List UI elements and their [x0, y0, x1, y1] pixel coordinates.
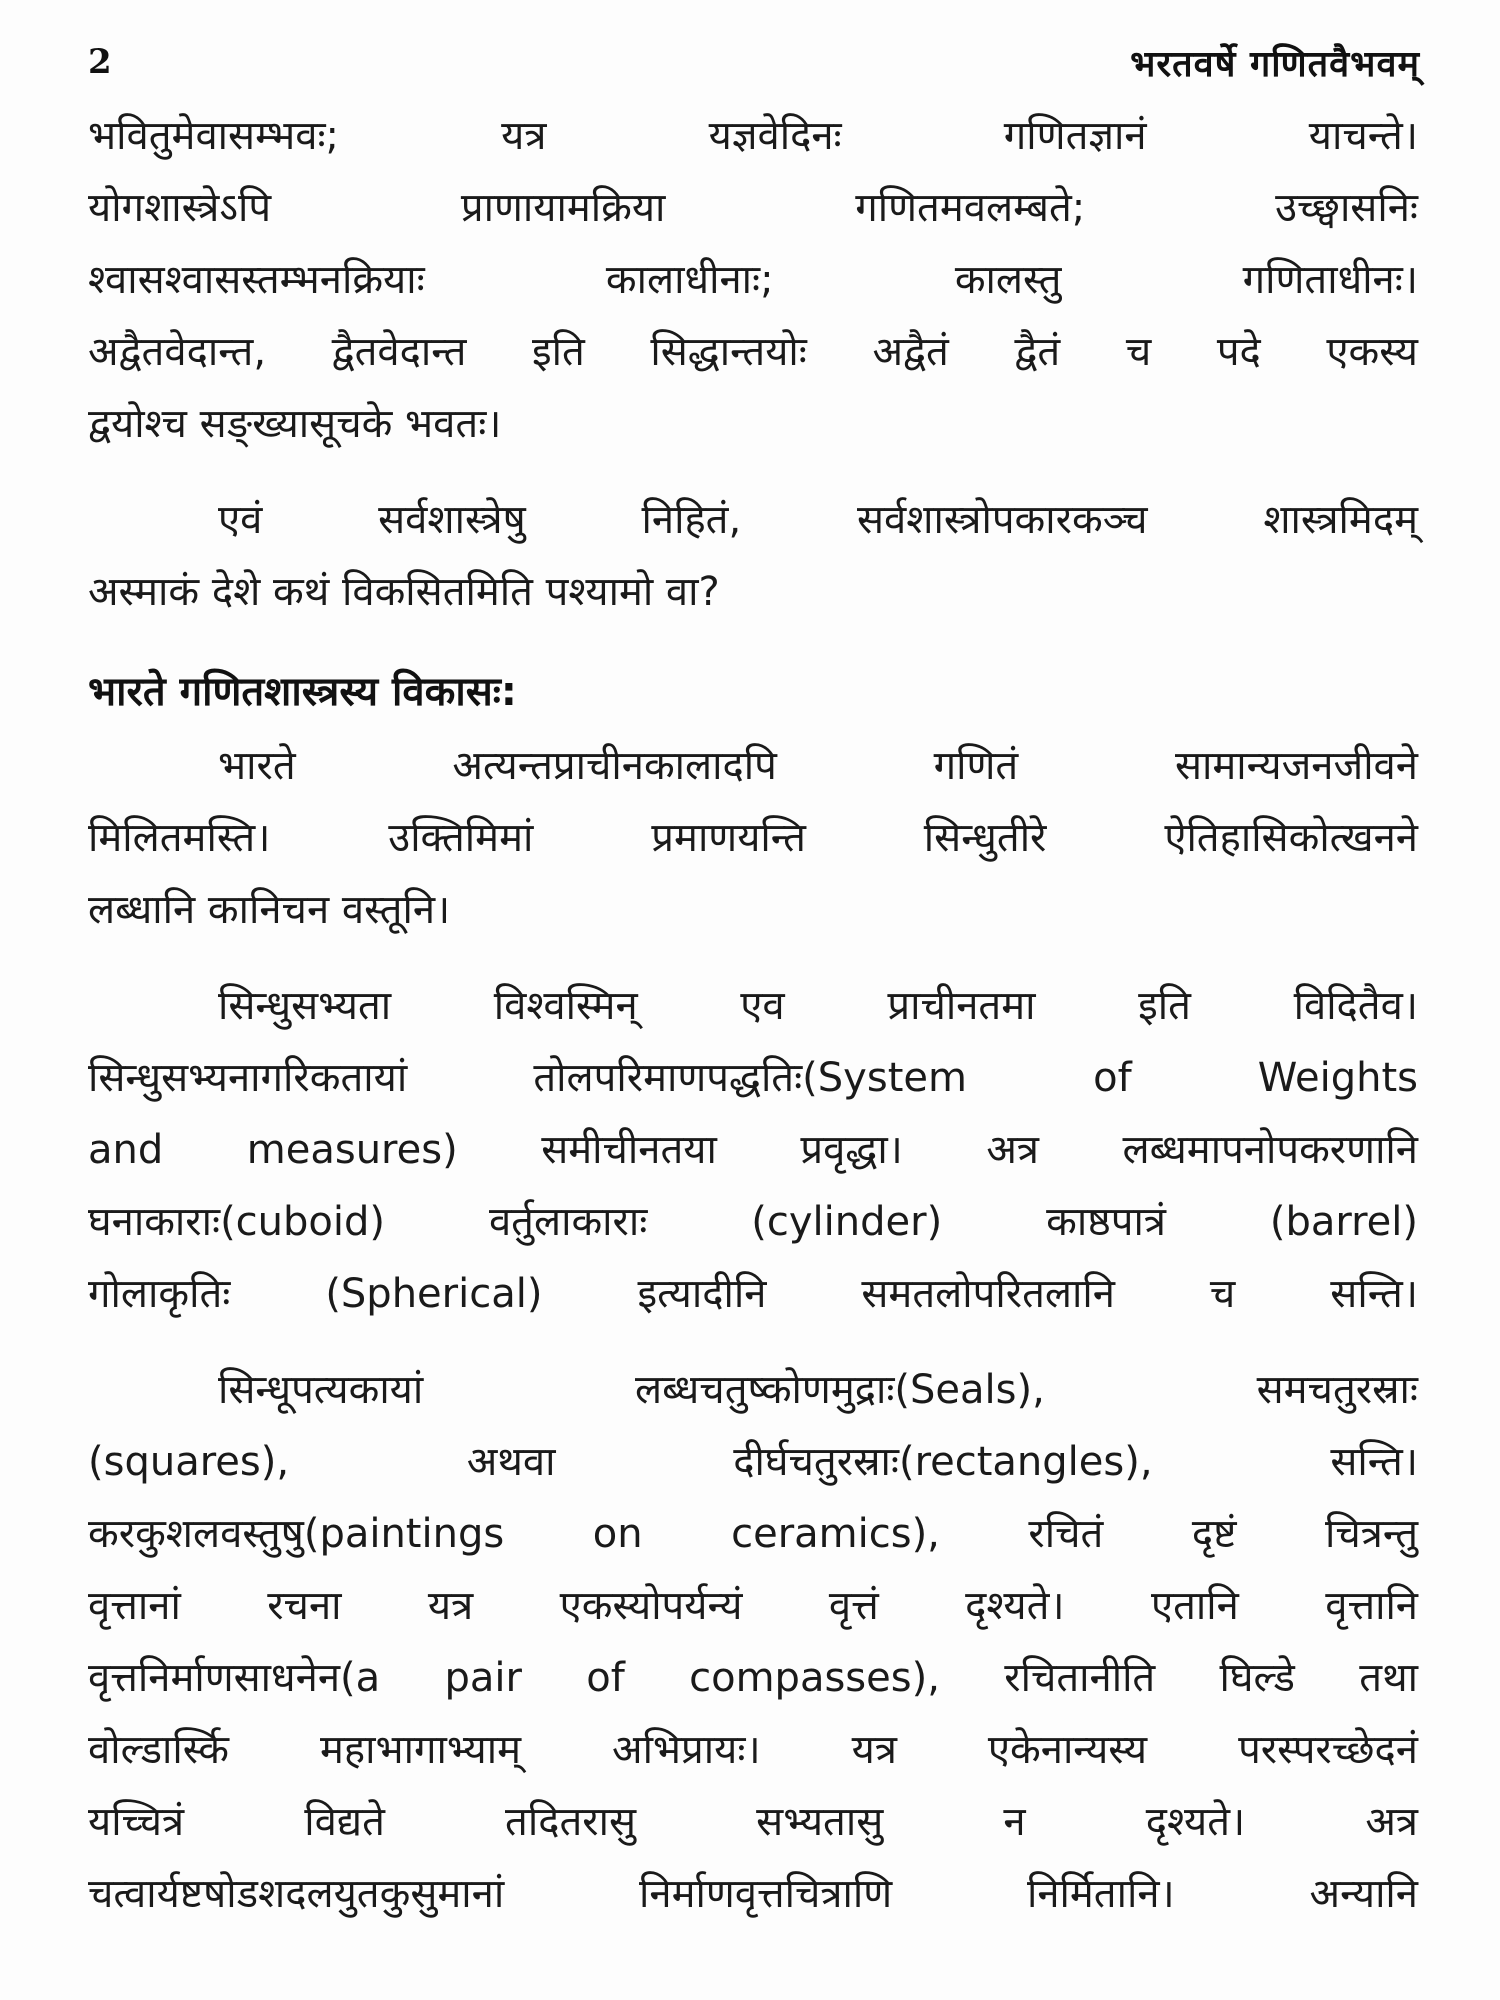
text-line: यच्चित्रं विद्यते तदितरासु सभ्यतासु न दृश्यते। अत्र: [88, 1799, 1418, 1845]
paragraph-5: [88, 1354, 1418, 1930]
text-line: मिलितमस्ति। उक्तिमिमां प्रमाणयन्ति सिन्धुतीरे ऐतिहासिकोत्खनने: [88, 815, 1418, 861]
text-line: द्वयोश्च सङ्ख्यासूचके भवतः।: [88, 401, 502, 447]
text-line: अस्माकं देशे कथं विकसितमिति पश्यामो वा?: [88, 569, 720, 615]
text-line: एवं सर्वशास्त्रेषु निहितं, सर्वशास्त्रोपकारकञ्च शास्त्रमिदम्: [218, 497, 1418, 543]
text-line: अद्वैतवेदान्त, द्वैतवेदान्त इति सिद्धान्तयोः अद्वैतं द्वैतं च पदे एकस्य: [88, 329, 1418, 375]
text-line: वोल्डार्स्कि महाभागाभ्याम् अभिप्रायः। यत्र एकेनान्यस्य परस्परच्छेदनं: [88, 1727, 1418, 1773]
page-body: [88, 100, 1418, 1930]
text-line: करकुशलवस्तुषु(paintings on ceramics), रचितं दृष्टं चित्रन्तु: [88, 1511, 1418, 1557]
running-title: भरतवर्षे गणितवैभवम्: [1130, 44, 1420, 85]
text-line: योगशास्त्रेऽपि प्राणायामक्रिया गणितमवलम्बते; उच्छ्वासनिः: [88, 185, 1418, 231]
paragraph-3: [88, 730, 1418, 946]
text-line: वृत्तनिर्माणसाधनेन(a pair of compasses), रचितानीति घिल्डे तथा: [88, 1655, 1418, 1701]
paragraph-2: [88, 484, 1418, 628]
page-header: [88, 38, 1420, 98]
text-line: सिन्धुसभ्यता विश्वस्मिन् एव प्राचीनतमा इति विदितैव।: [218, 983, 1418, 1029]
text-line: and measures) समीचीनतया प्रवृद्धा। अत्र लब्धमापनोपकरणानि: [88, 1127, 1418, 1173]
text-line: श्वासश्वासस्तम्भनक्रियाः कालाधीनाः; कालस्तु गणिताधीनः।: [88, 257, 1418, 303]
page-number: 2: [88, 42, 112, 82]
section-heading: भारते गणितशास्त्रस्य विकासः:: [88, 669, 517, 715]
text-line: चत्वार्यष्टषोडशदलयुतकुसुमानां निर्माणवृत्तचित्राणि निर्मितानि। अन्यानि: [88, 1871, 1418, 1917]
text-line: (squares), अथवा दीर्घचतुरस्राः(rectangles), सन्ति।: [88, 1439, 1418, 1485]
paragraph-1: [88, 100, 1418, 460]
text-line: सिन्धूपत्यकायां लब्धचतुष्कोणमुद्राः(Seals), समचतुरस्राः: [218, 1367, 1418, 1413]
text-line: लब्धानि कानिचन वस्तूनि।: [88, 887, 451, 933]
text-line: घनाकाराः(cuboid) वर्तुलाकाराः (cylinder) काष्ठपात्रं (barrel): [88, 1199, 1418, 1245]
text-line: भवितुमेवासम्भवः; यत्र यज्ञवेदिनः गणितज्ञानं याचन्ते।: [88, 113, 1418, 159]
text-line: भारते अत्यन्तप्राचीनकालादपि गणितं सामान्यजनजीवने: [218, 743, 1418, 789]
text-line: सिन्धुसभ्यनागरिकतायां तोलपरिमाणपद्धतिः(System of Weights: [88, 1055, 1418, 1101]
text-line: गोलाकृतिः (Spherical) इत्यादीनि समतलोपरितलानि च सन्ति।: [88, 1271, 1418, 1317]
text-line: वृत्तानां रचना यत्र एकस्योपर्यन्यं वृत्तं दृश्यते। एतानि वृत्तानि: [88, 1583, 1419, 1629]
paragraph-4: [88, 970, 1418, 1330]
